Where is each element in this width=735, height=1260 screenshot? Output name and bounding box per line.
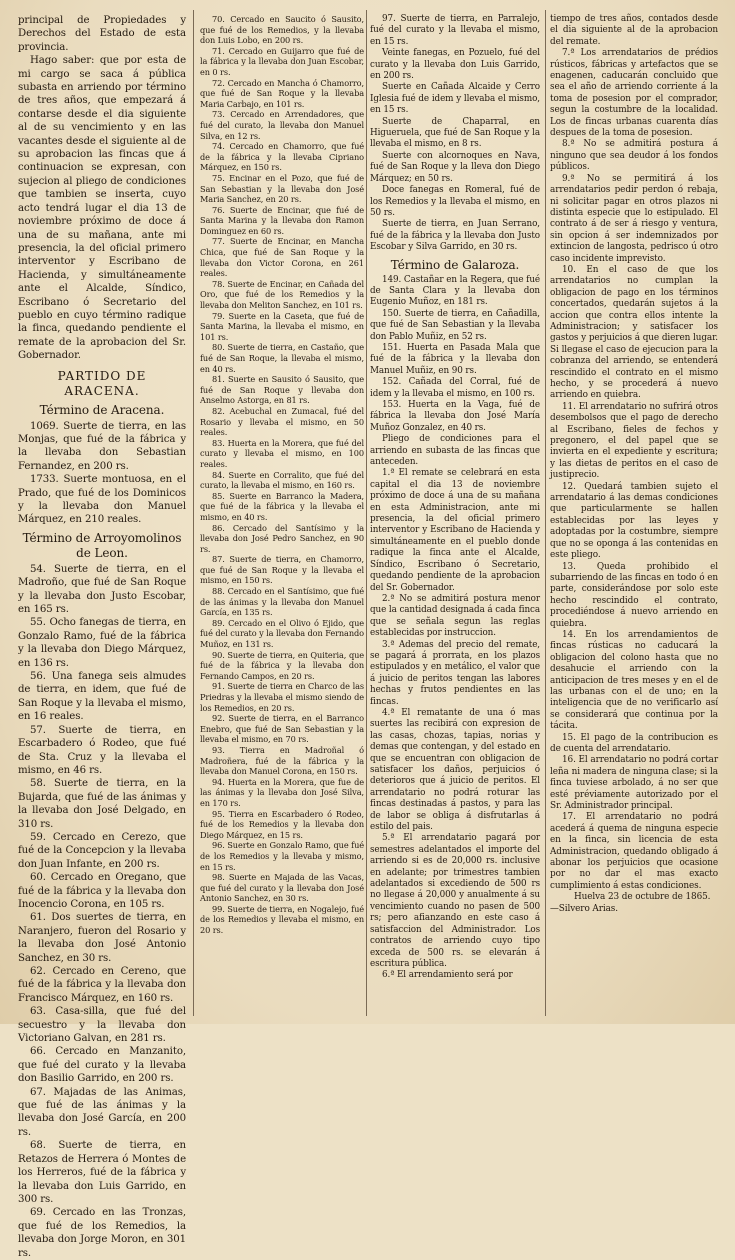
condition: 14. En los arrendamientos de fincas rústicas no caducará la obligacion del colono hasta que no desahucie el arriendo con la anticipacion de tres meses y en el de las urbanas con el de uno; en la inteligencia que de no verificarlo así se considerará que continua por la tácita.: [550, 629, 718, 732]
list-item: 150. Suerte de tierra, en Cañadilla, que fué de San Sebastian y la llevaba don Pablo Muñiz, en 52 rs.: [370, 308, 540, 342]
list-item: 57. Suerte de tierra, en Escarbadero ó Rodeo, que fué de Sta. Cruz y la llevaba el mismo, en 46 rs.: [18, 724, 186, 776]
list-item: 81. Suerte en Sausito ó Sausito, que fué de San Roque y llevaba don Anselmo Astorga, en 81 rs.: [200, 374, 364, 406]
list-item: 80. Suerte de tierra, en Castaño, que fué de San Roque, la llevaba el mismo, en 40 rs.: [200, 342, 364, 374]
list-item: Suerte en Cañada Alcaide y Cerro Iglesia fué de idem y llevaba el mismo, en 15 rs.: [370, 82, 540, 116]
column-4: [550, 14, 718, 1014]
termino-heading: Término de Arroyomolinos de Leon.: [22, 530, 182, 560]
list-item: 82. Acebuchal en Zumacal, fué del Rosario y llevaba el mismo, en 50 reales.: [200, 405, 364, 438]
continued-text: tiempo de tres años, contados desde el dia siguiente al de la aprobacion del remate.: [550, 14, 718, 47]
notice-text: Hago saber: que por esta de mi cargo se saca á pública subasta en arriendo por término de tres años, que empezará á contarse desde el dia siguiente al de su vencimiento y en las vacantes desde el siguiente al de su aprobacion las fincas que á continuacion se expresan, con sujecion al pliego de condiciones que tambien se inserta, cuyo acto tendrá lugar el dia 13 de noviembre próximo de doce á una de su mañana, ante mi presencia, la del oficial primero interventor y Escribano de Hacienda, y simultáneamente ante el Alcalde, Síndico, Escribano ó Secretario del pueblo en cuyo término radique la finca, quedando pendiente el remate de la aprobacion del Sr. Gobernador.: [18, 55, 186, 362]
list-item: 96. Suerte en Gonzalo Ramo, que fué de los Remedios y la llevaba y mismo, en 15 rs.: [200, 840, 364, 872]
list-arroyomolinos: [18, 563, 186, 1260]
condition: 15. El pago de la contribucion es de cuenta del arrendatario.: [550, 732, 718, 754]
column-divider: [193, 10, 194, 1016]
condition: 7.ª Los arrendatarios de prédios rústicos, fábricas y artefactos que se enagenen, caducarán concluido que sea el año de arriendo corriente á la toma de posesion por el comprador, segun la costumbre de la localidad. Los de fincas urbanas cuarenta días despues de la toma de posesion.: [550, 48, 718, 139]
list-item: 88. Cercado en el Santísimo, que fué de las ánimas y la llevaba don Manuel García, en 135 rs.: [200, 586, 364, 618]
intro-text: principal de Propiedades y Derechos del Estado de esta provincia.: [18, 15, 186, 53]
list-item: 94. Huerta en la Morera, que fue de las ánimas y la llevaba don José Silva, en 170 rs.: [200, 776, 364, 808]
list-item: 61. Dos suertes de tierra, en Naranjero, fueron del Rosario y la llevaba don José Antonio Sanchez, en 30 rs.: [18, 912, 186, 964]
list-item: 69. Cercado en las Tronzas, que fué de los Remedios, la llevaba don Jorge Moron, en 301 rs.: [18, 1207, 186, 1259]
list-item: 93. Tierra en Madroñal ó Madroñera, fué de la fábrica y la llevaba don Manuel Corona, en 150 rs.: [200, 744, 364, 777]
list-item: 98. Suerte en Majada de las Vacas, que fué del curato y la llevaba don José Antonio Sanchez, en 30 rs.: [200, 872, 364, 904]
condition: 17. El arrendatario no podrá acederá á quema de ninguna especie en la finca, sin licencia de esta Administracion, quedando obligado á abonar los perjuicios que ocasione por no dar el mas exacto cumplimiento á estas condiciones.: [550, 812, 718, 891]
dateline: Huelva 23 de octubre de 1865.: [574, 892, 711, 903]
condition: 1.ª El remate se celebrará en esta capital el dia 13 de noviembre próximo de doce á una de su mañana en esta Administracion, ante mi presencia, la del oficial primero interventor y Escribano de Hacienda y simultáneamente en el pueblo donde radique la finca ante el Alcalde, Síndico, Escribano ó Secretario, quedando pendiente de la aprobacion del Sr. Gobernador.: [370, 468, 540, 593]
list-item: Suerte de Chaparral, en Higueruela, que fué de San Roque y la llevaba el mismo, en 8 rs.: [370, 116, 540, 150]
pliego-title: Pliego de condiciones para el arriendo en subasta de las fincas que anteceden.: [370, 434, 540, 468]
condition: 12. Quedará tambien sujeto el arrendatario á las demas condiciones que particularmente se hallen establecidas por las leyes y adoptadas por la costumbre, siempre que no se oponga á las contenidas en este pliego.: [550, 481, 718, 561]
list-item: 67. Majadas de las Animas, que fué de las ánimas y la llevaba don José García, en 200 rs.: [18, 1086, 186, 1138]
list-item: 59. Cercado en Cerezo, que fué de la Concepcion y la llevaba don Juan Infante, en 200 rs.: [18, 831, 186, 870]
signature: —Silvero Arias.: [550, 903, 618, 914]
condition: 11. El arrendatario no sufrirá otros desembolsos que el pago de derecho al Escribano, fieles de fechos y pregonero, el del papel que se invierta en el expediente y escritura; y las dietas de peritos en el caso de justiprecio.: [550, 401, 718, 481]
list-item: 56. Una fanega seis almudes de tierra, en idem, que fué de San Roque y la llevaba el mismo, en 16 reales.: [18, 671, 186, 723]
list-item: 76. Suerte de Encinar, que fué de Santa Marina y la llevaba don Ramon Dominguez en 60 rs.: [200, 204, 364, 236]
list-item: 70. Cercado en Saucito ó Sausito, que fué de los Remedios, y la llevaba don Luis Lobo, en 200 rs.: [200, 14, 364, 46]
list-item: 92. Suerte de tierra, en el Barranco Enebro, que fué de San Sebastian y la llevaba el mismo, en 70 rs.: [200, 713, 364, 745]
list-item: Suerte de tierra, en Juan Serrano, fué de la fábrica y la llevaba don Justo Escobar y Silva Garrido, en 30 rs.: [370, 219, 540, 253]
partido-heading: PARTIDO DE ARACENA.: [57, 368, 147, 398]
list-item: 74. Cercado en Chamorro, que fué de la fábrica y la llevaba Cipriano Márquez, en 150 rs.: [200, 141, 364, 173]
list-item: 77. Suerte de Encinar, en Mancha Chica, que fué de San Roque y la llevaba don Victor Corona, en 261 reales.: [200, 236, 364, 279]
condition: 8.ª No se admitirá postura á ninguno que sea deudor á los fondos públicos.: [550, 139, 718, 173]
list-item: 75. Encinar en el Pozo, que fué de San Sebastian y la llevaba don José Maria Sanchez, en 20 rs.: [200, 172, 364, 205]
list-item: 60. Cercado en Oregano, que fué de la fábrica y la llevaba don Inocencio Corona, en 105 rs.: [18, 872, 186, 910]
list-item: Suerte con alcornoques en Nava, fué de San Roque y la lleva don Diego Márquez; en 50 rs.: [370, 150, 540, 184]
condition: 10. En el caso de que los arrendatarios no cumplan la obligacion de pago en los términos concertados, quedarán sujetos á la accion que contra ellos intente la Administracion; y satisfacer los gastos y perjuicios á que dieren lugar. Si llegase el caso de ejecucion para la cobranza del arriendo, se entenderá rescindido el contrato en el mismo hecho, y se procederá á nuevo arriendo en quiebra.: [550, 264, 718, 401]
list-item: Doce fanegas en Romeral, fué de los Remedios y la llevaba el mismo, en 50 rs.: [370, 185, 540, 218]
list-item: 90. Suerte de tierra, en Quiteria, que fué de la fábrica y la llevaba don Fernando Campos, en 20 rs.: [200, 649, 364, 681]
list-item: 73. Cercado en Arrendadores, que fué del curato, la llevaba don Manuel Silva, en 12 rs.: [200, 109, 364, 141]
list-item: 63. Casa-silla, que fué del secuestro y la llevaba don Victoriano Galvan, en 281 rs.: [18, 1006, 186, 1045]
condition: 6.ª El arrendamiento será por: [382, 970, 513, 981]
termino-heading: Término de Aracena.: [39, 402, 165, 417]
condition: 2.ª No se admitirá postura menor que la cantidad designada á cada finca que se señala segun las reglas establecidas por instruccion.: [370, 593, 541, 639]
list-aracena: [18, 420, 186, 527]
list-item: 71. Cercado en Guijarro que fué de la fábrica y la llevaba don Juan Escobar, en 0 rs.: [200, 45, 364, 77]
list-item: 149. Castañar en la Regera, que fué de Santa Clara y la llevaba don Eugenio Muñoz, en 181 rs.: [370, 274, 540, 308]
column-divider: [545, 10, 546, 1016]
condition: 16. El arrendatario no podrá cortar leña ni madera de ninguna clase; si la finca tuviese arbolado, á no ser que esté préviamente autorizado por el Sr. Administrador principal.: [550, 755, 718, 812]
list-item: 72. Cercado en Mancha ó Chamorro, que fué de San Roque y la llevaba Maria Carbajo, en 101 rs.: [200, 77, 364, 109]
list-item: 151. Huerta en Pasada Mala que fué de la fábrica y la llevaba don Manuel Muñiz, en 90 rs.: [370, 342, 540, 376]
list-item: 83. Huerta en la Morera, que fué del curato y llevaba el mismo, en 100 reales.: [200, 437, 364, 469]
list-item: 91. Suerte de tierra en Charco de las Priedras y la llevaba el mismo siendo de los Remedios, en 20 rs.: [200, 681, 364, 713]
list-item: 78. Suerte de Encinar, en Cañada del Oro, que fué de los Remedios y la llevaba don Meliton Sanchez, en 101 rs.: [200, 278, 364, 311]
termino-heading: Término de Galaroza.: [390, 257, 520, 272]
list-item: 1733. Suerte montuosa, en el Prado, que fué de los Dominicos y la llevaba don Manuel Márquez, en 210 reales.: [18, 474, 186, 526]
list-item: 55. Ocho fanegas de tierra, en Gonzalo Ramo, fué de la fábrica y la llevaba don Diego Márquez, en 136 rs.: [18, 617, 186, 669]
condition: 5.ª El arrendatario pagará por semestres adelantados el importe del arriendo si es de 20,000 rs. inclusive en adelante; por trimestres tambien adelantados si excediendo de 500 rs no llegase á 20,000 y anualmente á su vencimiento cuando no pasen de 500 rs; pero afianzando en este caso á satisfaccion del Administrador. Los contratos de arriendo cuyo tipo exceda de 500 rs. se elevarán á escritura pública.: [370, 833, 540, 969]
list-item: 1069. Suerte de tierra, en las Monjas, que fué de la fábrica y la llevaba don Sebastian Fernandez, en 200 rs.: [18, 420, 186, 472]
list-item: 58. Suerte de tierra, en la Bujarda, que fué de las ánimas y la llevaba don José Delgado, en 310 rs.: [18, 778, 186, 830]
column-2: [200, 14, 364, 1014]
column-divider: [366, 10, 367, 1016]
column-1: [18, 14, 186, 1259]
condition: 13. Queda prohibido el subarriendo de las fincas en todo ó en parte, considerándose por solo este hecho rescindido el contrato, procediéndose á nuevo arriendo en quiebra.: [550, 561, 718, 629]
list-item: 85. Suerte en Barranco la Madera, que fué de la fábrica y la llevaba el mismo, en 40 rs.: [200, 490, 364, 522]
list-item: 153. Huerta en la Vaga, fué de fábrica la llevaba don José María Muñoz Gonzalez, en 40 rs.: [370, 400, 540, 433]
list-item: 68. Suerte de tierra, en Retazos de Herrera ó Montes de los Herreros, fué de la fábrica y la llevaba don Luis Garrido, en 300 rs.: [18, 1140, 186, 1205]
condition: 9.ª No se permitirá á los arrendatarios pedir perdon ó rebaja, ni solicitar pagar en otros plazos ni distinta especie que lo estipulado. El contrato á de ser á riesgo y ventura, sin opcion á ser indemnizados por extincion de langosta, pedrisco ú otro caso incidente imprevisto.: [550, 173, 718, 264]
list-item: 84. Suerte en Corralito, que fué del curato, la llevaba el mismo, en 160 rs.: [200, 469, 364, 491]
list-item: 99. Suerte de tierra, en Nogalejo, fué de los Remedios y llevaba el mismo, en 20 rs.: [200, 903, 364, 936]
list-item: 89. Cercado en el Olivo ó Ejido, que fué del curato y la llevaba don Fernando Muñoz, en 131 rs.: [200, 617, 364, 650]
list-item: 62. Cercado en Cereno, que fué de la fábrica y la llevaba don Francisco Márquez, en 160 rs.: [18, 966, 186, 1004]
column-3: [370, 14, 540, 1014]
list-item: 87. Suerte de tierra, en Chamorro, que fué de San Roque y la llevaba el mismo, en 150 rs.: [200, 554, 364, 586]
list-item: 97. Suerte de tierra, en Parralejo, fué del curato y la llevaba el mismo, en 15 rs.: [370, 14, 540, 47]
list-item: 95. Tierra en Escarbadero ó Rodeo, fué de los Remedios y la llevaba don Diego Márquez, en 15 rs.: [200, 808, 364, 840]
list-item: 152. Cañada del Corral, fué de idem y la llevaba el mismo, en 100 rs.: [370, 377, 540, 399]
list-item: 54. Suerte de tierra, en el Madroño, que fué de San Roque y la llevaba don Justo Escobar, en 165 rs.: [18, 563, 186, 616]
condition: 4.ª El rematante de una ó mas suertes las recibirá con expresion de las casas, chozas, tapias, norias y demas que contengan, y del estado en que se encuentran con obligacion de satisfacer los daños, perjuicios ó deterioros que á juicio de peritos. El arrendatario no podrá roturar las fincas destinadas á pastos, y para las de labor se obliga á disfrutarlas á estilo del pais.: [370, 707, 540, 833]
condition: 3.ª Ademas del precio del remate, se pagará á prorrata, en los plazos estipulados y en metálico, el valor que á juicio de peritos tengan las labores hechas y frutos pendientes en las fincas.: [370, 639, 540, 707]
list-item: 79. Suerte en la Caseta, que fué de Santa Marina, la llevaba el mismo, en 101 rs.: [200, 310, 364, 342]
list-item: Veinte fanegas, en Pozuelo, fué del curato y la llevaba don Luis Garrido, en 200 rs.: [370, 48, 540, 82]
list-item: 66. Cercado en Manzanito, que fué del curato y la llevaba don Basilio Garrido, en 200 rs.: [18, 1046, 186, 1085]
list-item: 86. Cercado del Santísimo y la llevaba don José Pedro Sanchez, en 90 rs.: [200, 522, 364, 554]
